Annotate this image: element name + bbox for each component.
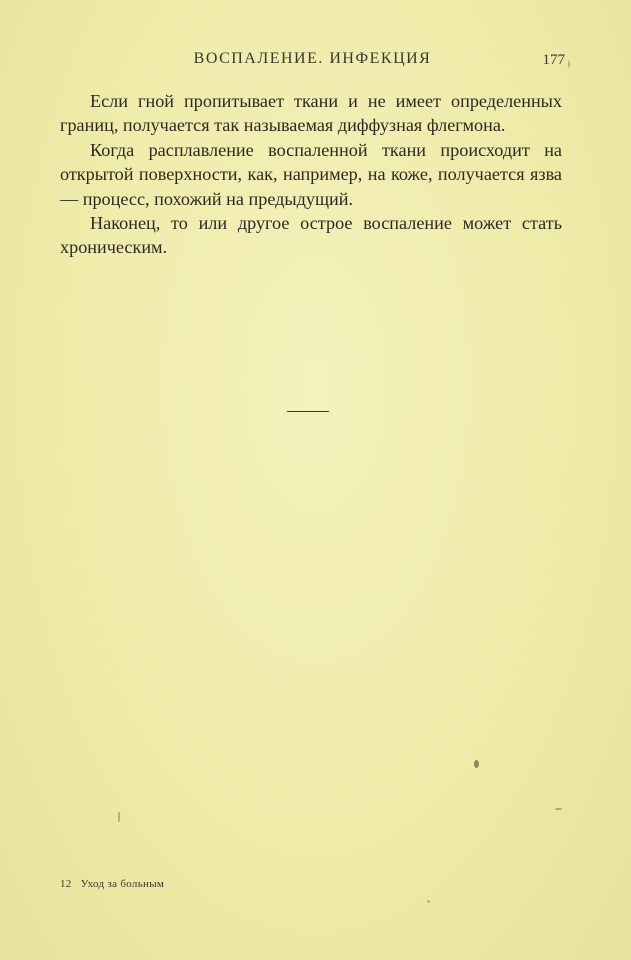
- section-end-rule: [287, 411, 329, 412]
- paper-speck: [568, 60, 570, 68]
- paragraph-3: Наконец, то или другое острое воспаление может стать хроническим.: [60, 213, 562, 258]
- paragraph-1: Если гной пропитывает ткани и не имеет определенных границ, получается так называемая диффузная флегмона.: [60, 91, 562, 136]
- paper-speck: [427, 900, 430, 903]
- running-header: [60, 50, 565, 74]
- body-text: [60, 89, 562, 260]
- printer-signature: [60, 878, 164, 890]
- paper-speck: [555, 808, 562, 810]
- paragraph-2: Когда расплавление воспаленной ткани происходит на открытой поверхности, как, например, на коже, получается язва — процесс, похожий на предыдущий.: [60, 139, 562, 209]
- page-number: 177: [542, 52, 565, 68]
- signature-number: 12: [60, 878, 72, 890]
- paper-speck: [118, 812, 120, 822]
- paper-speck: [474, 760, 479, 768]
- signature-title: Уход за больным: [80, 878, 165, 890]
- running-title: ВОСПАЛЕНИЕ. ИНФЕКЦИЯ: [193, 50, 432, 67]
